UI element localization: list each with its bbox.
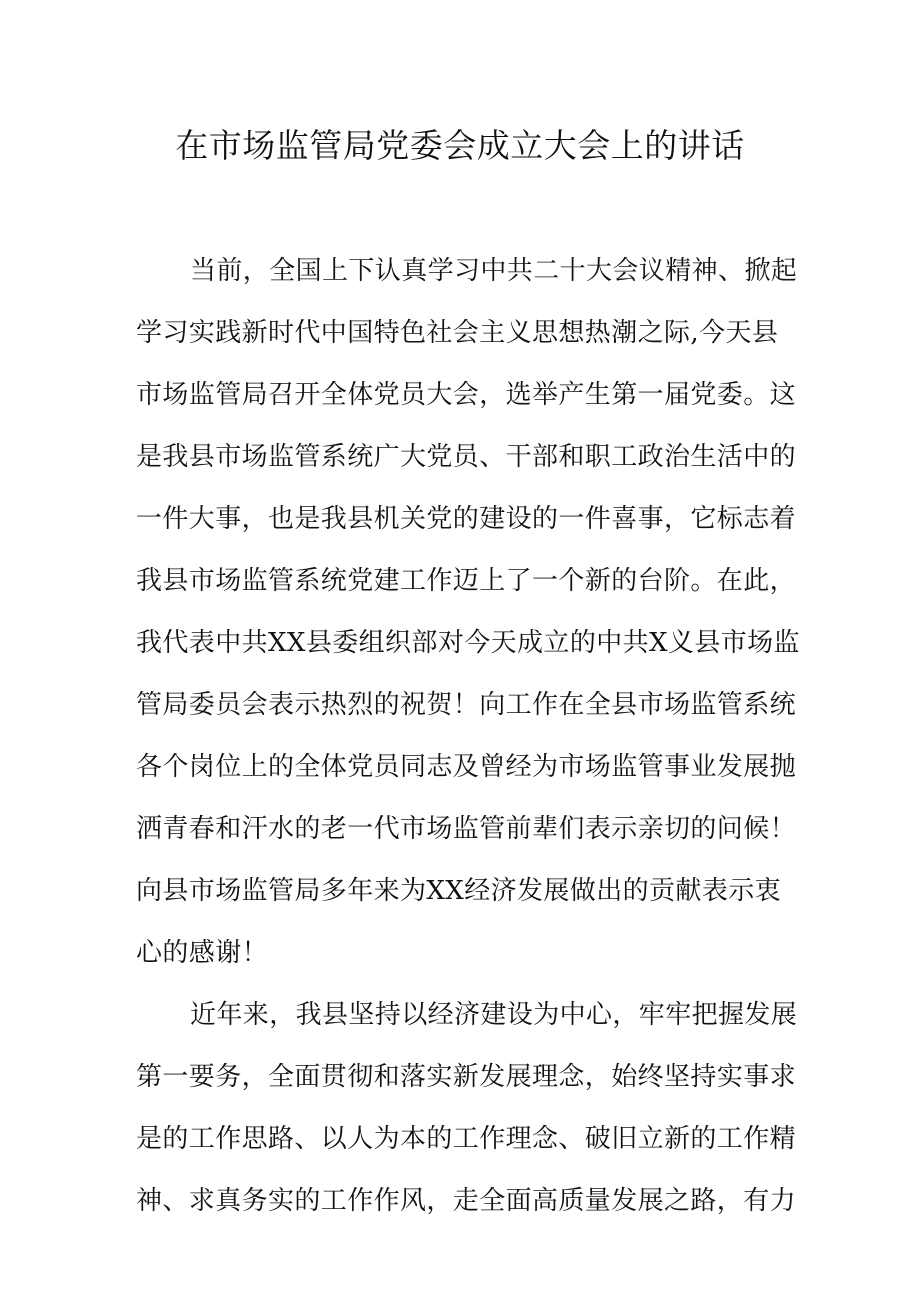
text-line: 心的感谢！	[136, 938, 269, 968]
paragraph	[136, 240, 800, 984]
text-line: 神、求真务实的工作作风，走全面高质量发展之路，有力	[136, 1186, 797, 1216]
document-body	[136, 240, 800, 1232]
text-line: 管局委员会表示热烈的祝贺！向工作在全县市场监管系统	[136, 690, 797, 720]
text-line: 一件大事，也是我县机关党的建设的一件喜事，它标志着	[136, 504, 797, 534]
text-line: 是我县市场监管系统广大党员、干部和职工政治生活中的	[136, 442, 797, 472]
text-line: 当前，全国上下认真学习中共二十大会议精神、掀起	[190, 256, 798, 286]
text-line: 我县市场监管系统党建工作迈上了一个新的台阶。在此，	[136, 566, 797, 596]
text-line: 是的工作思路、以人为本的工作理念、破旧立新的工作精	[136, 1124, 797, 1154]
text-line: 市场监管局召开全体党员大会，选举产生第一届党委。这	[136, 380, 797, 410]
text-line: 我代表中共XX县委组织部对今天成立的中共X义县市场监	[136, 628, 800, 658]
text-line: 各个岗位上的全体党员同志及曾经为市场监管事业发展抛	[136, 752, 797, 782]
text-line: 洒青春和汗水的老一代市场监管前辈们表示亲切的问候！	[136, 814, 797, 844]
text-line: 第一要务，全面贯彻和落实新发展理念，始终坚持实事求	[136, 1062, 797, 1092]
paragraph	[136, 984, 796, 1232]
text-line: 向县市场监管局多年来为XX经济发展做出的贡献表示衷	[136, 876, 782, 906]
text-line: 学习实践新时代中国特色社会主义思想热潮之际,今天县	[136, 318, 779, 348]
document-title: 在市场监管局党委会成立大会上的讲话	[175, 126, 745, 165]
text-line: 近年来，我县坚持以经济建设为中心，牢牢把握发展	[190, 1000, 798, 1030]
